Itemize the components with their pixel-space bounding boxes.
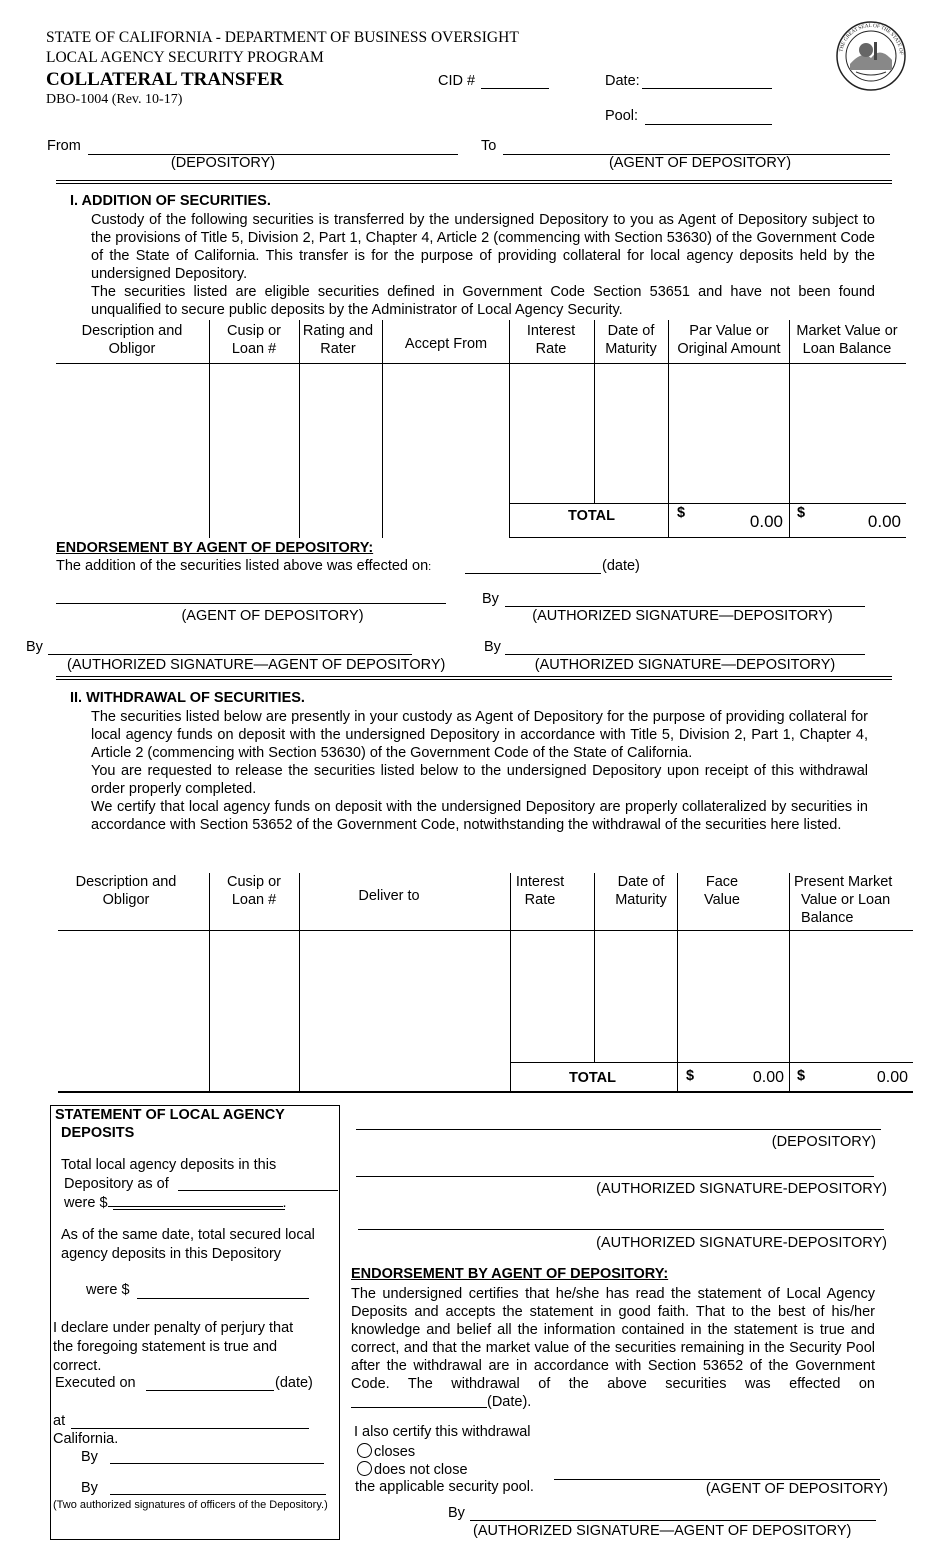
col-cusip: Cusip or Loan # bbox=[227, 874, 281, 908]
currency-symbol: $ bbox=[686, 1068, 695, 1084]
withdrawal-date-field[interactable] bbox=[351, 1407, 487, 1408]
agent-depository-field-2[interactable] bbox=[554, 1479, 880, 1480]
pool-text: the applicable security pool. bbox=[355, 1479, 534, 1495]
auth-signature-agent-field[interactable] bbox=[48, 654, 412, 655]
by-label: By bbox=[448, 1505, 465, 1521]
section1-text bbox=[91, 211, 875, 319]
from-caption: (DEPOSITORY) bbox=[170, 155, 276, 171]
auth-signature-depository-field-3[interactable] bbox=[356, 1176, 874, 1177]
currency-symbol: $ bbox=[797, 1068, 806, 1084]
currency-symbol: $ bbox=[677, 505, 686, 521]
endorsement2-text: The undersigned certifies that he/she has read the statement of Local Agency Deposits and accepts the statement in good faith. That to the best of his/her knowledge and belief all the information contained in the statement is true and correct, and that the market value of the securities remaining in the Security Pool after the withdrawal are in accordance with Section 53652 of the Government Code. The withdrawal of the above securities was effected on (Date). bbox=[351, 1286, 875, 1410]
total-deposits-amount-field[interactable] bbox=[113, 1209, 285, 1210]
currency-symbol: $ bbox=[797, 505, 806, 521]
by-label: By bbox=[26, 639, 43, 655]
col-market-value: Market Value or Loan Balance bbox=[796, 323, 898, 357]
officer-signature-2-field[interactable] bbox=[110, 1494, 326, 1495]
to-caption: (AGENT OF DEPOSITORY) bbox=[608, 155, 792, 171]
col-deliver-to: Deliver to bbox=[358, 888, 420, 904]
from-label: From bbox=[47, 138, 81, 154]
section2-para1: The securities listed below are presently in your custody as Agent of Depository for the purpose of providing collateral for local agency funds on deposit with the undersigned Depository in accordance with Title 5, Division 2, Part 1, Chapter 4, Article 2 (commencing with Section 53630) of the Government Code of the State of California. bbox=[91, 709, 868, 761]
state-seal-icon bbox=[834, 20, 908, 92]
col-description: Description and Obligor bbox=[75, 874, 177, 908]
auth-signature-depository-field-2[interactable] bbox=[505, 654, 865, 655]
executed-date-field[interactable] bbox=[146, 1390, 274, 1391]
col-cusip: Cusip or Loan # bbox=[227, 323, 281, 357]
total-label: TOTAL bbox=[568, 508, 615, 524]
auth-dep-caption: (AUTHORIZED SIGNATURE-DEPOSITORY) bbox=[596, 1235, 887, 1251]
certify-label: I also certify this withdrawal bbox=[354, 1424, 531, 1440]
seal-text: THE GREAT SEAL OF THE STATE OF bbox=[838, 22, 904, 56]
section1-para1: Custody of the following securities is transferred by the undersigned Depository to you as Agent of Depository subject to the provisions of Title 5, Division 2, Part 1, Chapter 4, Article 2 (commencing with Section 53630) of the Government Code of the State of California. This transfer is for the purpose of providing collateral for local agency deposits held by the undersigned Depository. bbox=[91, 212, 875, 282]
agency-line-1: STATE OF CALIFORNIA - DEPARTMENT OF BUSINESS OVERSIGHT bbox=[46, 29, 519, 46]
section-divider bbox=[56, 180, 892, 184]
section2-para3: We certify that local agency funds on deposit with the undersigned Depository are properly collateralized by securities in accordance with Section 53652 of the Government Code, notwithstanding the withdrawal of the securities here listed. bbox=[91, 799, 868, 833]
section2-para2: You are requested to release the securities listed below to the undersigned Depository upon receipt of this withdrawal order properly completed. bbox=[91, 763, 868, 797]
secured-were-label: were $ bbox=[86, 1282, 130, 1298]
total-label: TOTAL bbox=[569, 1070, 616, 1086]
col-face-value: Face Value bbox=[703, 874, 740, 908]
col-interest: Interest Rate bbox=[515, 874, 565, 908]
section2-text bbox=[91, 708, 868, 834]
radio-closes[interactable] bbox=[357, 1443, 372, 1458]
depository-caption: (DEPOSITORY) bbox=[771, 1134, 876, 1150]
form-number: DBO-1004 (Rev. 10-17) bbox=[46, 92, 183, 107]
cid-field[interactable] bbox=[481, 88, 549, 89]
auth-dep-caption: (AUTHORIZED SIGNATURE—DEPOSITORY) bbox=[534, 657, 836, 673]
total-deposits-text: Total local agency deposits in this Depository as of were $ . bbox=[61, 1157, 287, 1211]
date-label: Date: bbox=[605, 73, 640, 89]
total-market-value: 0.00 bbox=[876, 1069, 908, 1086]
location-field[interactable] bbox=[71, 1428, 309, 1429]
pool-label: Pool: bbox=[605, 108, 639, 124]
by-label: By bbox=[482, 591, 499, 607]
col-present-market: Present Market Value or Loan Balance bbox=[794, 874, 893, 926]
effected-date-field[interactable] bbox=[465, 573, 601, 574]
depository-name-field[interactable] bbox=[356, 1129, 881, 1130]
auth-dep-caption: (AUTHORIZED SIGNATURE—DEPOSITORY) bbox=[532, 608, 833, 624]
col-interest: Interest Rate bbox=[526, 323, 576, 357]
by-label: By bbox=[81, 1480, 98, 1496]
as-of-date-field[interactable] bbox=[178, 1190, 338, 1191]
auth-dep-caption: (AUTHORIZED SIGNATURE-DEPOSITORY) bbox=[596, 1181, 887, 1197]
endorsement2-heading: ENDORSEMENT BY AGENT OF DEPOSITORY: bbox=[351, 1266, 669, 1282]
col-rating: Rating and Rater bbox=[302, 323, 374, 357]
perjury-text: I declare under penalty of perjury that the foregoing statement is true and correct. bbox=[53, 1320, 294, 1374]
statement-heading: STATEMENT OF LOCAL AGENCY DEPOSITS bbox=[55, 1107, 285, 1141]
auth-agent-caption: (AUTHORIZED SIGNATURE—AGENT OF DEPOSITORY) bbox=[473, 1523, 852, 1539]
endorsement1-heading: ENDORSEMENT BY AGENT OF DEPOSITORY: bbox=[56, 540, 374, 556]
secured-deposits-text: As of the same date, total secured local agency deposits in this Depository bbox=[61, 1227, 315, 1262]
radio-does-not-close[interactable] bbox=[357, 1461, 372, 1476]
pool-field[interactable] bbox=[645, 124, 772, 125]
to-label: To bbox=[481, 138, 497, 154]
auth-agent-caption: (AUTHORIZED SIGNATURE—AGENT OF DEPOSITORY) bbox=[67, 657, 446, 673]
total-par-value: 0.00 bbox=[749, 512, 783, 531]
total-market-value: 0.00 bbox=[867, 512, 901, 531]
secured-deposits-amount-field[interactable] bbox=[137, 1298, 309, 1299]
col-maturity: Date of Maturity bbox=[615, 874, 667, 908]
col-par-value: Par Value or Original Amount bbox=[677, 323, 781, 357]
california-label: California. bbox=[53, 1431, 119, 1447]
total-face-value: 0.00 bbox=[752, 1069, 784, 1086]
agent-depository-field[interactable] bbox=[56, 603, 446, 604]
date-suffix: (date) bbox=[602, 558, 640, 574]
officer-signature-1-field[interactable] bbox=[110, 1463, 324, 1464]
date-field[interactable] bbox=[642, 88, 772, 89]
option-closes[interactable]: closes bbox=[357, 1443, 415, 1460]
at-label: at bbox=[53, 1413, 66, 1429]
auth-signature-agent-field-2[interactable] bbox=[470, 1520, 876, 1521]
col-maturity: Date of Maturity bbox=[605, 323, 657, 357]
by-label: By bbox=[484, 639, 501, 655]
cid-label: CID # bbox=[438, 73, 476, 89]
section1-heading: I. ADDITION OF SECURITIES. bbox=[70, 193, 271, 209]
section1-para2: The securities listed are eligible securities defined in Government Code Section 53651 and have not been found unqualified to secure public deposits by the Administrator of Local Agency Security. bbox=[91, 284, 875, 318]
auth-signature-depository-field-4[interactable] bbox=[358, 1229, 884, 1230]
auth-signature-depository-field[interactable] bbox=[505, 606, 865, 607]
form-title: COLLATERAL TRANSFER bbox=[46, 69, 284, 90]
agent-caption: (AGENT OF DEPOSITORY) bbox=[181, 608, 364, 624]
date-suffix: (date) bbox=[275, 1375, 313, 1391]
agency-line-2: LOCAL AGENCY SECURITY PROGRAM bbox=[46, 49, 324, 66]
section-divider bbox=[56, 676, 892, 680]
col-description: Description and Obligor bbox=[81, 323, 183, 357]
by-label: By bbox=[81, 1449, 98, 1465]
col-accept-from: Accept From bbox=[404, 336, 488, 352]
agent-caption: (AGENT OF DEPOSITORY) bbox=[705, 1481, 888, 1497]
option-does-not-close[interactable]: does not close bbox=[357, 1461, 468, 1478]
section2-heading: II. WITHDRAWAL OF SECURITIES. bbox=[70, 690, 305, 706]
executed-label: Executed on bbox=[55, 1375, 136, 1391]
endorsement1-text: The addition of the securities listed above was effected on: bbox=[56, 558, 432, 574]
signature-note: (Two authorized signatures of officers of the Depository.) bbox=[53, 1499, 328, 1511]
